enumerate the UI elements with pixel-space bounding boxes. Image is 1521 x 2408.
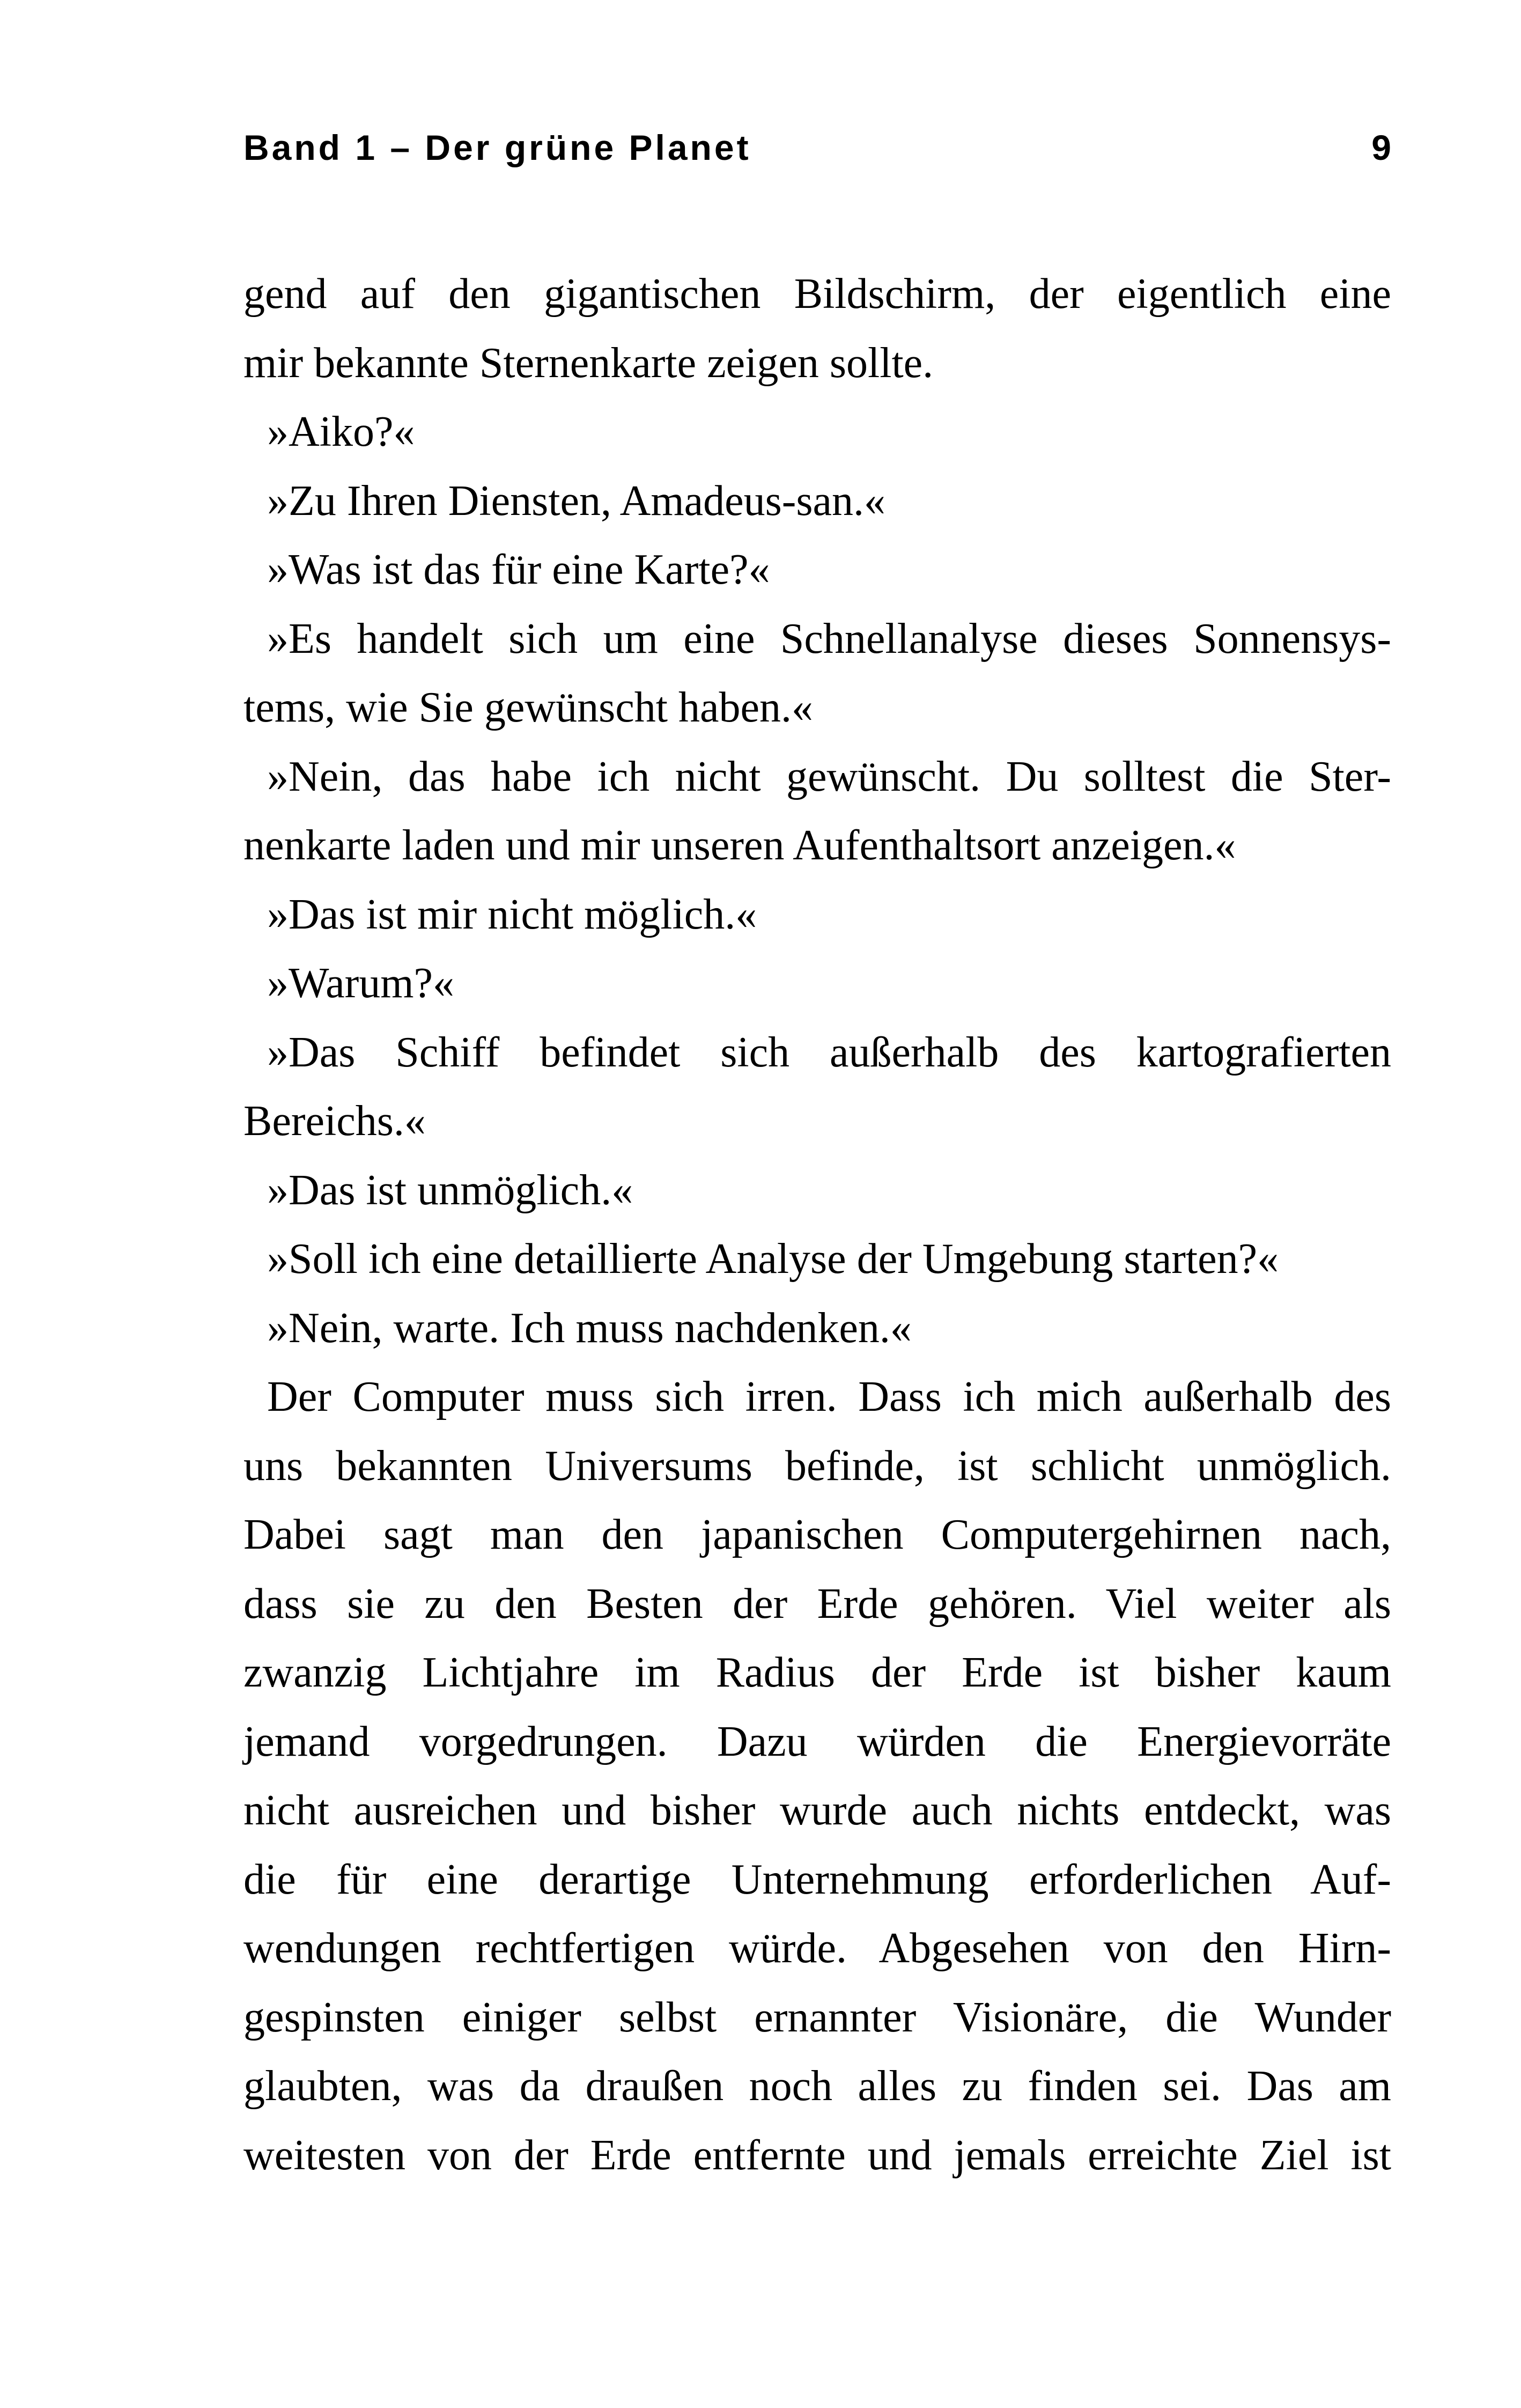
text-line: gespinsten einiger selbst ernannter Visionäre, die Wunder xyxy=(243,1993,1391,2041)
text-line: Der Computer muss sich irren. Dass ich mich außerhalb des xyxy=(267,1373,1391,1420)
text-line: tems, wie Sie gewünscht haben.« xyxy=(243,684,813,731)
text-line: »Das Schiff befindet sich außerhalb des kartografierten xyxy=(267,1028,1391,1076)
text-line: »Aiko?« xyxy=(267,408,415,455)
text-line: »Das ist unmöglich.« xyxy=(267,1166,633,1214)
text-line: nenkarte laden und mir unseren Aufenthaltsort anzeigen.« xyxy=(243,822,1236,869)
text-line: »Warum?« xyxy=(267,960,454,1007)
text-line: »Nein, das habe ich nicht gewünscht. Du solltest die Ster- xyxy=(267,753,1391,800)
text-line: glaubten, was da draußen noch alles zu finden sei. Das am xyxy=(243,2063,1391,2110)
text-line: »Es handelt sich um eine Schnellanalyse dieses Sonnensys- xyxy=(267,615,1391,662)
text-line: die für eine derartige Unternehmung erforderlichen Auf- xyxy=(243,1855,1391,1903)
text-line: wendungen rechtfertigen würde. Abgesehen von den Hirn- xyxy=(243,1925,1391,1972)
page-header xyxy=(243,129,1391,166)
text-line: zwanzig Lichtjahre im Radius der Erde ist bisher kaum xyxy=(243,1649,1391,1696)
text-line: mir bekannte Sternenkarte zeigen sollte. xyxy=(243,339,934,387)
text-line: weitesten von der Erde entfernte und jemals erreichte Ziel ist xyxy=(243,2131,1391,2179)
text-line: »Zu Ihren Diensten, Amadeus-san.« xyxy=(267,477,886,525)
text-line: »Das ist mir nicht möglich.« xyxy=(267,890,757,938)
text-line: »Nein, warte. Ich muss nachdenken.« xyxy=(267,1304,912,1352)
running-title: Band 1 – Der grüne Planet xyxy=(243,128,751,167)
text-line: uns bekannten Universums befinde, ist schlicht unmöglich. xyxy=(243,1442,1391,1490)
text-line: jemand vorgedrungen. Dazu würden die Energievorräte xyxy=(243,1718,1391,1765)
text-line: Dabei sagt man den japanischen Computergehirnen nach, xyxy=(243,1511,1391,1558)
text-line: gend auf den gigantischen Bildschirm, der eigentlich eine xyxy=(243,270,1391,318)
text-line: »Soll ich eine detaillierte Analyse der Umgebung starten?« xyxy=(267,1235,1279,1283)
page-number: 9 xyxy=(1371,128,1391,167)
body-text xyxy=(243,260,1391,2190)
text-line: »Was ist das für eine Karte?« xyxy=(267,546,770,593)
text-line: Bereichs.« xyxy=(243,1098,426,1145)
text-line: dass sie zu den Besten der Erde gehören. Viel weiter als xyxy=(243,1580,1391,1628)
text-line: nicht ausreichen und bisher wurde auch nichts entdeckt, was xyxy=(243,1787,1391,1834)
